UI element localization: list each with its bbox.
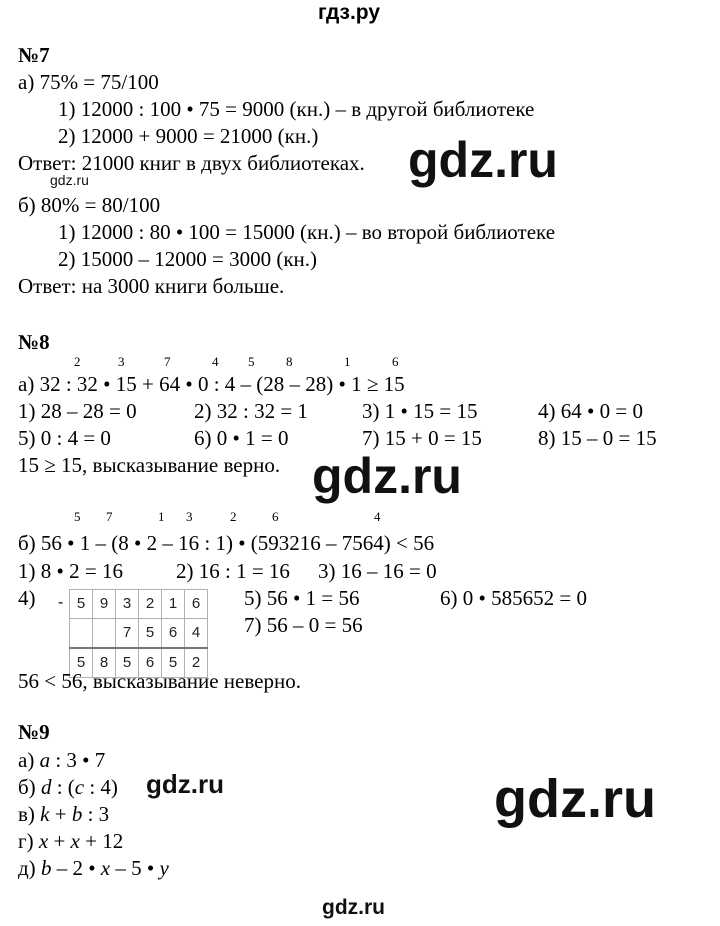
step: 5) 56 • 1 = 56 [244,586,360,610]
watermark-large: gdz.ru [408,132,558,188]
item-label: в) [18,802,41,826]
item-mid: : ( [51,775,75,799]
task-7-title: №7 [18,43,50,67]
item-mid: – 2 • [51,856,101,880]
variable: k [40,802,50,826]
digit: 2 [185,648,208,678]
item-rest: + 12 [79,829,124,853]
item-mid: + [49,802,72,826]
watermark-medium: gdz.ru [146,769,224,799]
task-8-a-expression: а) 32 : 32 • 15 + 64 • 0 : 4 – (28 – 28) • 1 ≥ 15 [18,372,405,396]
task-8-a-conclusion: 15 ≥ 15, высказывание верно. [18,453,281,477]
watermark-footer: gdz.ru [322,896,385,919]
order-number: 1 [344,354,351,369]
digit: 5 [139,619,162,649]
step: 4) 64 • 0 = 0 [538,399,643,423]
step-4-label: 4) [18,586,36,610]
task-8-b-conclusion: 56 < 56, высказывание неверно. [18,669,301,693]
task-7-a-step-1: 1) 12000 : 100 • 75 = 9000 (кн.) – в другой библиотеке [58,97,535,121]
item-rest: : 3 • 7 [50,748,106,772]
task-9-title: №9 [18,720,50,744]
digit: 5 [162,648,185,678]
digit: 2 [139,590,162,619]
task-7-a-answer: Ответ: 21000 книг в двух библиотеках. [18,151,365,175]
order-number: 2 [74,354,81,369]
variable: c [74,775,85,799]
task-7-a-line: а) 75% = 75/100 [18,70,159,94]
digit: 1 [162,590,185,619]
digit: 6 [185,590,208,619]
minuend-row [47,590,208,619]
step: 7) 15 + 0 = 15 [362,426,482,450]
digit: 5 [116,648,139,678]
variable: b [40,856,52,880]
variable: x [100,856,111,880]
order-number: 4 [374,509,381,524]
digit: 5 [70,590,93,619]
order-number: 6 [392,354,399,369]
task-9-item-a [18,746,105,774]
digit: 5 [70,648,93,678]
order-number: 7 [106,509,113,524]
subtrahend-row [47,619,208,649]
column-subtraction [47,589,208,678]
variable: x [38,829,49,853]
variable: x [70,829,80,853]
item-label: б) [18,775,41,799]
item-label: г) [18,829,39,853]
task-7-b-line: б) 80% = 80/100 [18,193,161,217]
step: 7) 56 – 0 = 56 [244,613,363,637]
step: 3) 16 – 16 = 0 [318,559,437,583]
task-8-title: №8 [18,330,50,354]
watermark-large: gdz.ru [494,769,656,829]
step: 8) 15 – 0 = 15 [538,426,657,450]
step: 1) 28 – 28 = 0 [18,399,137,423]
order-number: 7 [164,354,171,369]
task-9-item-b [18,773,118,801]
task-7-b-answer: Ответ: на 3000 книги больше. [18,274,285,298]
variable: y [159,856,169,880]
step: 6) 0 • 1 = 0 [194,426,289,450]
step: 3) 1 • 15 = 15 [362,399,478,423]
column-minus-sign: - [58,594,64,611]
task-9-item-c [18,800,109,828]
item-rest: – 5 • [110,856,160,880]
variable: d [40,775,52,799]
variable: a [39,748,51,772]
step: 2) 32 : 32 = 1 [194,399,308,423]
item-label: д) [18,856,41,880]
step: 5) 0 : 4 = 0 [18,426,111,450]
task-8-b-expression: б) 56 • 1 – (8 • 2 – 16 : 1) • (593216 – 7564) < 56 [18,531,435,555]
watermark-large: gdz.ru [312,448,462,504]
order-number: 6 [272,509,279,524]
item-label: а) [18,748,40,772]
variable: b [71,802,83,826]
digit: 9 [93,590,116,619]
order-number: 5 [248,354,255,369]
task-9-item-d [18,827,123,855]
step: 1) 8 • 2 = 16 [18,559,123,583]
digit: 3 [116,590,139,619]
step: 2) 16 : 1 = 16 [176,559,290,583]
order-number: 3 [186,509,193,524]
task-7-b-step-2: 2) 15000 – 12000 = 3000 (кн.) [58,247,318,271]
order-number: 2 [230,509,237,524]
order-number: 1 [158,509,165,524]
task-7-b-step-1: 1) 12000 : 80 • 100 = 15000 (кн.) – во второй библиотеке [58,220,556,244]
site-header: гдз.ру [318,1,381,24]
order-number: 8 [286,354,293,369]
item-rest: : 3 [82,802,110,826]
task-9-item-e [18,854,169,882]
digit: 7 [116,619,139,649]
order-number: 5 [74,509,81,524]
item-mid: + [48,829,71,853]
order-number: 4 [212,354,219,369]
task-7-a-step-2: 2) 12000 + 9000 = 21000 (кн.) [58,124,319,148]
digit: 6 [139,648,162,678]
order-number: 3 [118,354,125,369]
digit: 6 [162,619,185,649]
watermark-small: gdz.ru [50,172,89,188]
digit: 4 [185,619,208,649]
digit: 8 [93,648,116,678]
step: 6) 0 • 585652 = 0 [440,586,587,610]
item-rest: : 4) [84,775,118,799]
